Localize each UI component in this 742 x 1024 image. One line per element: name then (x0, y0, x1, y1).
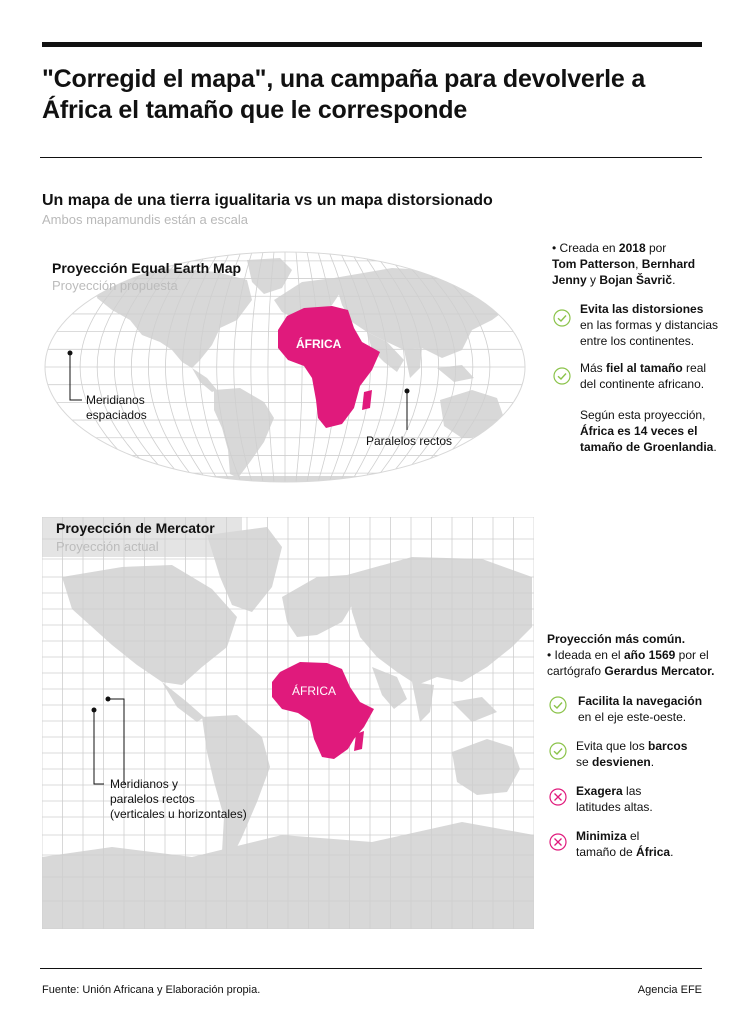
section-subtitle: Un mapa de una tierra igualitaria vs un mapa distorsionado (42, 192, 493, 209)
authors-line1: Tom Patterson, Bernhard (552, 257, 696, 271)
check-circle-icon (549, 696, 567, 714)
callout-mercator-grid: Meridianos y paralelos rectos (verticales u horizontales) (110, 777, 247, 821)
top-rule (42, 42, 702, 47)
footer-source: Fuente: Unión Africana y Elaboración propia. (42, 984, 261, 996)
mercator-drawback-1: Exagera las latitudes altas. (576, 784, 653, 814)
cross-circle-icon (549, 788, 567, 806)
mercator-benefit-1: Facilita la navegación en el eje este-oeste. (578, 694, 703, 724)
equal-earth-heading: Proyección Equal Earth Map (52, 260, 242, 276)
equal-earth-benefit-2: Más fiel al tamaño real del continente africano. (580, 361, 707, 391)
scale-note: Ambos mapamundis están a escala (42, 212, 248, 227)
title-divider (40, 157, 702, 158)
callout-meridians-line1: Meridianos (86, 393, 145, 407)
mercator-benefit-2: Evita que los barcos se desvienen. (576, 739, 688, 769)
footer-divider (40, 968, 702, 969)
callout-meridians-line2: espaciados (86, 408, 147, 422)
footer-agency: Agencia EFE (637, 984, 702, 996)
mercator-heading: Proyección de Mercator (56, 520, 215, 536)
check-circle-icon (553, 309, 571, 327)
mercator-side-panel: Proyección más común. • Ideada en el año 1569 por el cartógrafo Gerardus Mercator. (547, 632, 715, 678)
mercator-africa-label: ÁFRICA (292, 684, 337, 698)
equal-earth-subheading: Proyección propuesta (52, 278, 178, 293)
mercator-subheading: Proyección actual (56, 539, 159, 554)
callout-meridians (86, 393, 147, 423)
equal-earth-note: Según esta proyección, África es 14 veces el tamaño de Groenlandia. (580, 408, 717, 454)
page-title: "Corregid el mapa", una campaña para devolverle a África el tamaño que le corresponde (42, 65, 646, 124)
cross-circle-icon (549, 833, 567, 851)
mercator-drawback-2: Minimiza el tamaño de África. (576, 829, 674, 859)
check-circle-icon (549, 742, 567, 760)
equal-earth-africa-label: ÁFRICA (296, 337, 342, 351)
parallels-leader (400, 385, 414, 435)
equal-earth-side-panel (552, 240, 722, 288)
check-circle-icon (553, 367, 571, 385)
equal-earth-benefit-1: Evita las distorsiones en las formas y distancias entre los continentes. (580, 302, 719, 348)
callout-parallels: Paralelos rectos (366, 434, 453, 448)
created-line: • Creada en 2018 por (552, 241, 667, 255)
authors-line2: Jenny y Bojan Šavrič. (552, 273, 676, 287)
